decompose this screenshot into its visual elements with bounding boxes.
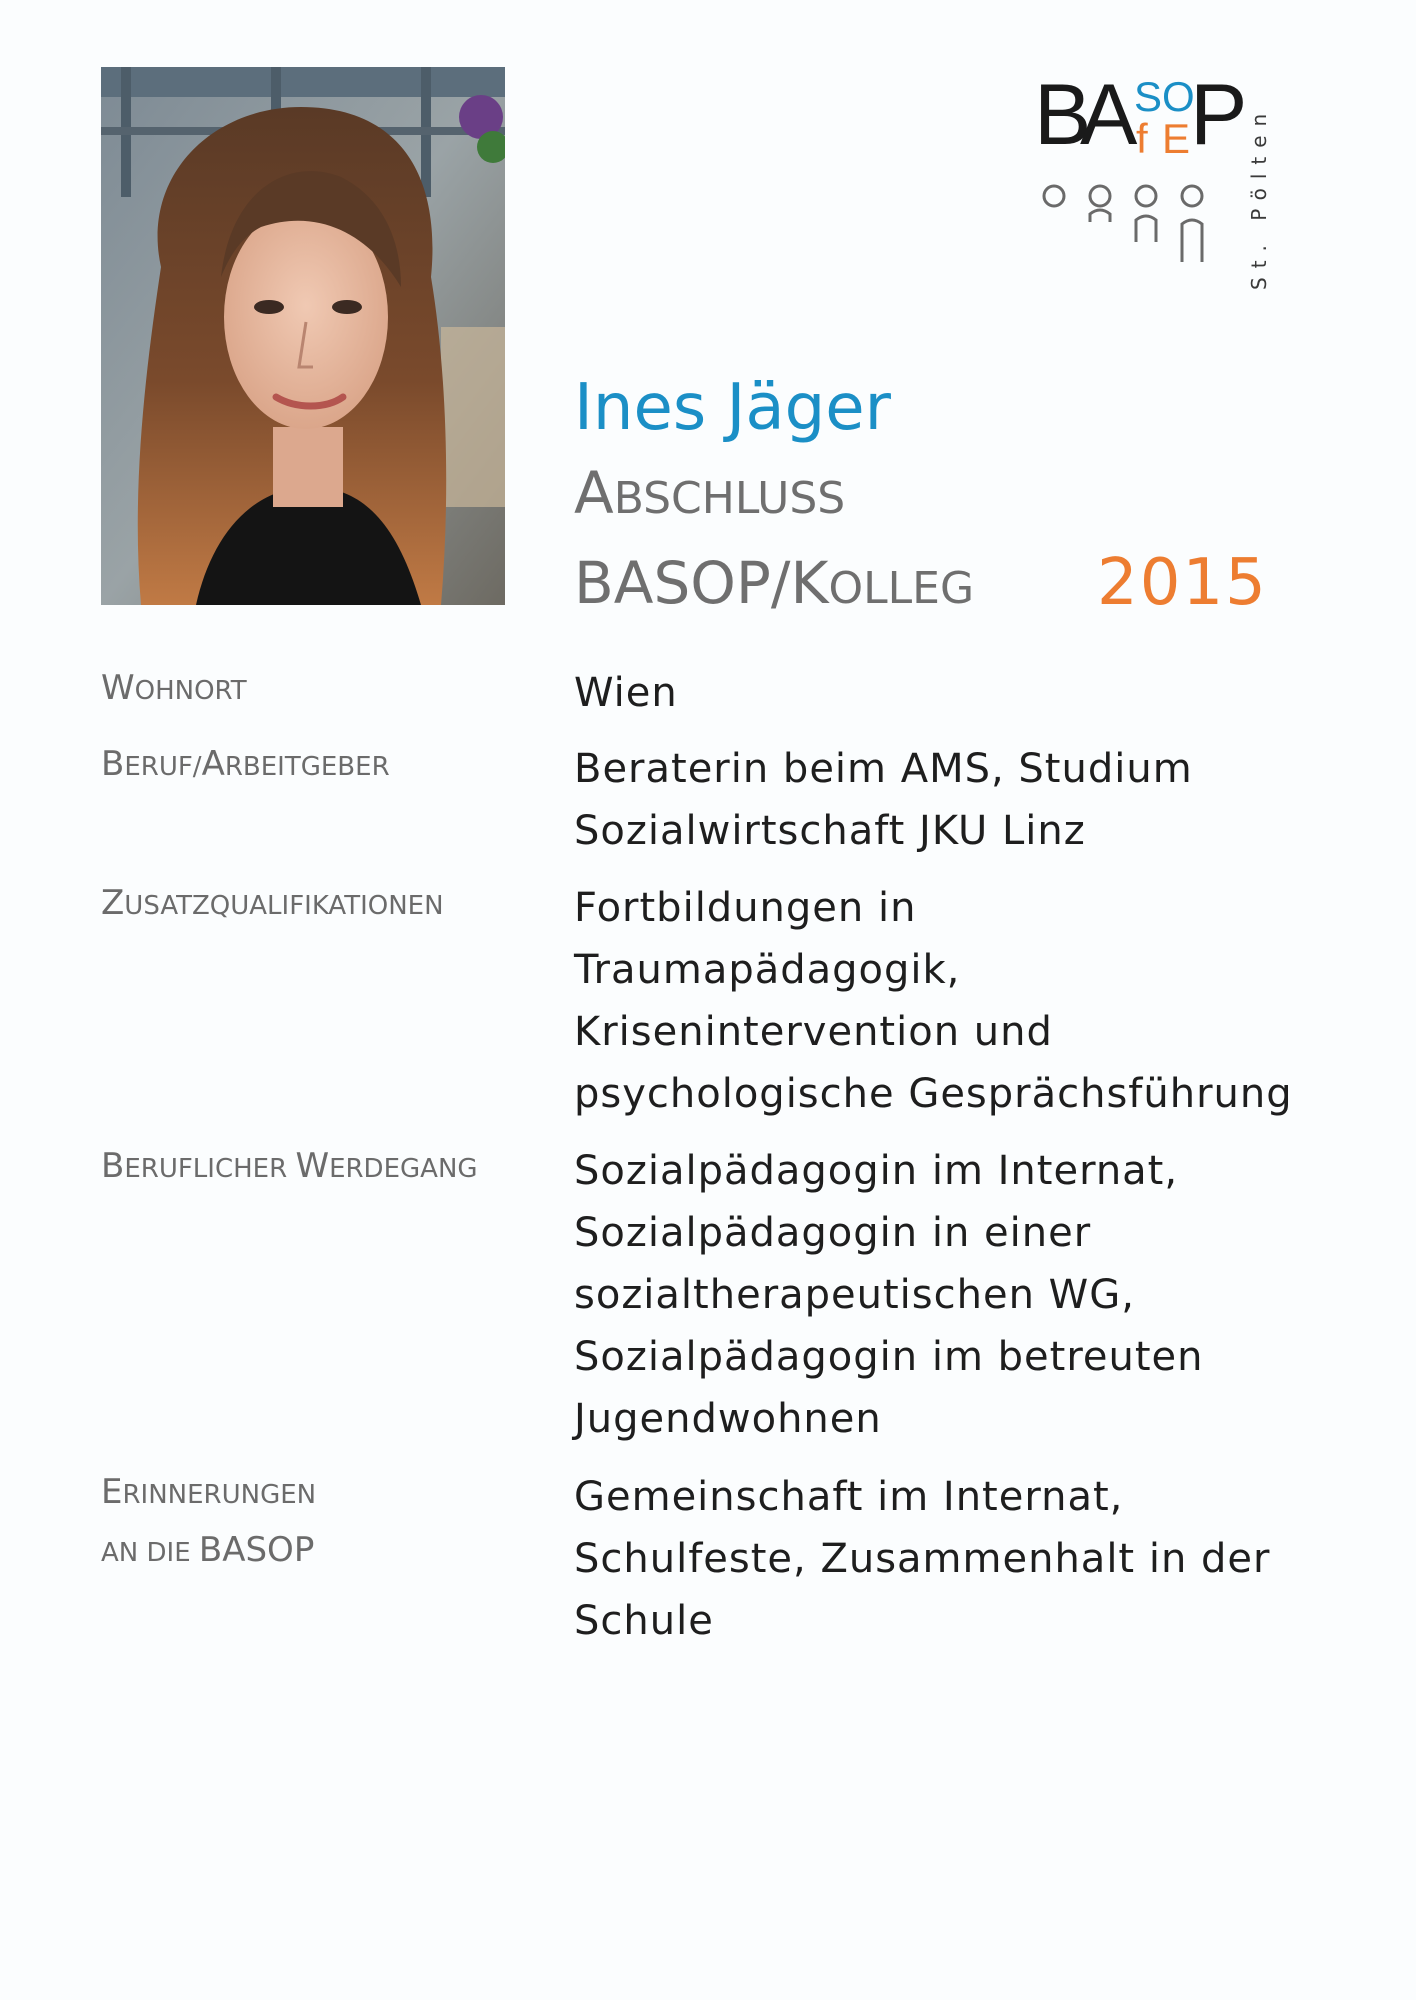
label-cap: B: [101, 1146, 125, 1186]
heading-cap: A: [574, 459, 614, 527]
graduation-year: 2015: [1097, 546, 1268, 620]
row-value: Sozialpädagogin im Internat, Sozialpädagogin in einer sozialtherapeutischen WG, Sozialpädagogin im betreuten Jugendwohnen: [574, 1148, 1204, 1442]
row-label: [101, 738, 561, 796]
logo-letter-a: A: [1080, 67, 1136, 163]
label-rest: ERDEGANG: [329, 1154, 478, 1184]
row-value: Gemeinschaft im Internat, Schulfeste, Zusammenhalt in der Schule: [574, 1474, 1271, 1644]
logo-city-label: St. Pölten: [1247, 104, 1271, 290]
label-cap: A: [201, 744, 225, 784]
person-name: Ines Jäger: [574, 371, 891, 445]
logo-figures-icon: [1042, 184, 1242, 294]
label-cap: Z: [101, 883, 125, 923]
label-rest: ERUFLICHER: [124, 1154, 296, 1184]
logo-letter-p: P: [1190, 67, 1246, 163]
label-rest: RINNERUNGEN: [122, 1480, 317, 1510]
portrait-illustration: [101, 67, 505, 605]
label-cap: W: [101, 668, 135, 708]
label-rest: RBEITGEBER: [224, 752, 390, 782]
label-cap: B: [101, 744, 125, 784]
label-cap: E: [101, 1472, 123, 1512]
label-cap: W: [295, 1146, 330, 1186]
portrait-photo: [101, 67, 505, 605]
label-line-2: [101, 1524, 561, 1582]
basop-logo: [1034, 66, 1292, 302]
label-line-1: [101, 1466, 561, 1524]
logo-letter-s: S: [1134, 73, 1163, 120]
label-cap: BASOP: [198, 1530, 315, 1570]
heading-basop: BASOP/: [574, 549, 791, 617]
label-rest: ERUF/: [124, 752, 202, 782]
logo-wordmark: [1034, 66, 1254, 186]
row-label: [101, 1466, 561, 1582]
label-rest: AN DIE: [101, 1538, 199, 1568]
row-label: [101, 877, 561, 935]
logo-letter-o: O: [1162, 73, 1195, 120]
heading-rest: BSCHLUSS: [613, 473, 846, 524]
row-value: Wien: [574, 670, 678, 716]
heading-cap: K: [790, 549, 829, 617]
row-label: [101, 662, 561, 720]
label-rest: USATZQUALIFIKATIONEN: [124, 891, 444, 921]
heading-abschluss: [574, 458, 845, 543]
row-value: Fortbildungen in Traumapädagogik, Krisenintervention und psychologische Gesprächsführung: [574, 885, 1293, 1117]
logo-letter-b: B: [1034, 67, 1090, 163]
row-label: [101, 1140, 561, 1198]
heading-rest: OLLEG: [828, 563, 975, 614]
logo-letter-e: E: [1162, 115, 1191, 162]
label-rest: OHNORT: [134, 676, 247, 706]
logo-letter-f: f: [1136, 115, 1148, 162]
heading-basop-kolleg: [574, 538, 974, 643]
row-value: Beraterin beim AMS, Studium Sozialwirtschaft JKU Linz: [574, 746, 1193, 854]
